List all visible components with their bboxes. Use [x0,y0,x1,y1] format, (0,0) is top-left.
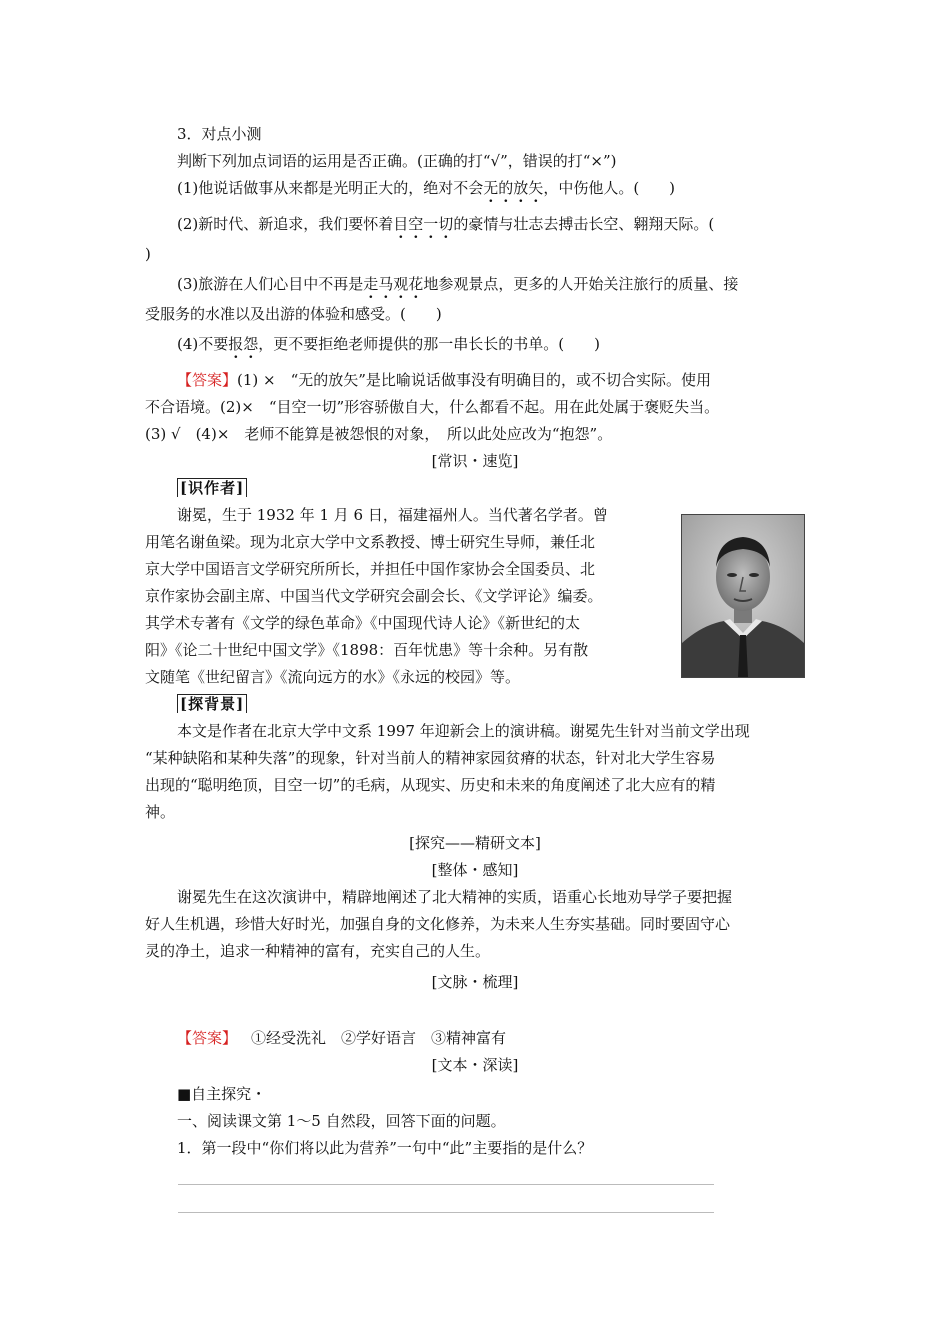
background-line: 出现的“聪明绝顶，目空一切”的毛病，从现实、历史和未来的角度阐述了北大应有的精 [145,776,716,794]
part-1-instruction: 一、阅读课文第 1～5 自然段，回答下面的问题。 [177,1112,506,1130]
quiz-question-4: (4)不要报怨，更不要拒绝老师提供的那一串长长的书单。( ) [177,335,600,353]
overview-line: 灵的净土，追求一种精神的富有，充实自己的人生。 [145,942,491,960]
answer-line[interactable] [178,1184,714,1185]
quiz-number: 3． [177,125,202,143]
quiz-question-2-cont [145,244,151,264]
background-line: 神。 [145,803,176,821]
author-line: 京作家协会副主席、中国当代文学研究会副会长、《文学评论》编委。 [145,587,603,605]
background-line: 本文是作者在北京大学中文系 1997 年迎新会上的演讲稿。谢冕先生针对当前文学出现 [177,722,750,740]
answer-1-line-2: 不合语境。(2)× “目空一切”形容骄傲自大，什么都看不起。用在此处属于褒贬失当。 [145,398,720,416]
author-photo [681,514,805,678]
overview-line: 谢冕先生在这次演讲中，精辟地阐述了北大精神的实质，语重心长地劝导学子要把握 [177,888,733,906]
quiz-question-3-cont: 受服务的水准以及出游的体验和感受。( ) [145,305,442,323]
quiz-question-1: (1)他说话做事从来都是光明正大的，绝对不会无的放矢，中伤他人。( ) [177,179,676,197]
author-line: 京大学中国语言文学研究所所长，并担任中国作家协会全国委员、北 [145,560,596,578]
answer-1-line-1: 【答案】(1) × “无的放矢”是比喻说话做事没有明确目的，或不切合实际。使用 [177,371,711,389]
section-tanjiu: [探究——精研文本] [409,834,541,852]
author-line: 用笔名谢鱼梁。现为北京大学中文系教授、博士研究生导师，兼任北 [145,533,596,551]
author-line: 阳》《论二十世纪中国文学》《1898：百年忧患》等十余种。另有散 [145,641,589,659]
quiz-question-3: (3)旅游在人们心目中不再是走马观花地参观景点，更多的人开始关注旅行的质量、接 [177,275,739,293]
quiz-heading [177,124,262,144]
section-changshi: [常识・速览] [431,452,519,470]
answer-blank[interactable]: ) [145,245,151,263]
answer-label: 【答案】 [177,1029,238,1047]
self-study-heading: ■自主探究・ [177,1085,267,1103]
author-heading: [识作者] [177,478,247,498]
overview-line: 好人生机遇，珍惜大好时光，加强自身的文化修养，为未来人生夯实基础。同时要固守心 [145,915,731,933]
author-portrait-image [682,515,804,677]
section-wenmai: [文脉・梳理] [431,973,519,991]
quiz-title: 对点小测 [201,125,262,143]
author-line: 其学术专著有《文学的绿色革命》《中国现代诗人论》《新世纪的太 [145,614,581,632]
background-line: “某种缺陷和某种失落”的现象，针对当前人的精神家园贫瘠的状态，针对北大学生容易 [145,749,716,767]
author-line: 文随笔《世纪留言》《流向远方的水》《永远的校园》等。 [145,668,521,686]
answer-label: 【答案】 [177,371,238,389]
answer-1-line-3: (3) √ (4)× 老师不能算是被怨恨的对象， 所以此处应改为“抱怨”。 [145,425,613,443]
quiz-instruction: 判断下列加点词语的运用是否正确。(正确的打“√”，错误的打“×”) [177,152,617,170]
answer-2: 【答案】 ①经受洗礼 ②学好语言 ③精神富有 [177,1029,507,1047]
section-shendu: [文本・深读] [431,1056,519,1074]
author-line: 谢冕，生于 1932 年 1 月 6 日，福建福州人。当代著名学者。曾 [177,506,608,524]
answer-line[interactable] [178,1212,714,1213]
quiz-question-2: (2)新时代、新追求，我们要怀着目空一切的豪情与壮志去搏击长空、翱翔天际。( [177,215,715,233]
background-heading: [探背景] [177,694,247,714]
section-zhengti: [整体・感知] [431,861,519,879]
question-1: 1．第一段中“你们将以此为营养”一句中“此”主要指的是什么？ [177,1139,593,1157]
